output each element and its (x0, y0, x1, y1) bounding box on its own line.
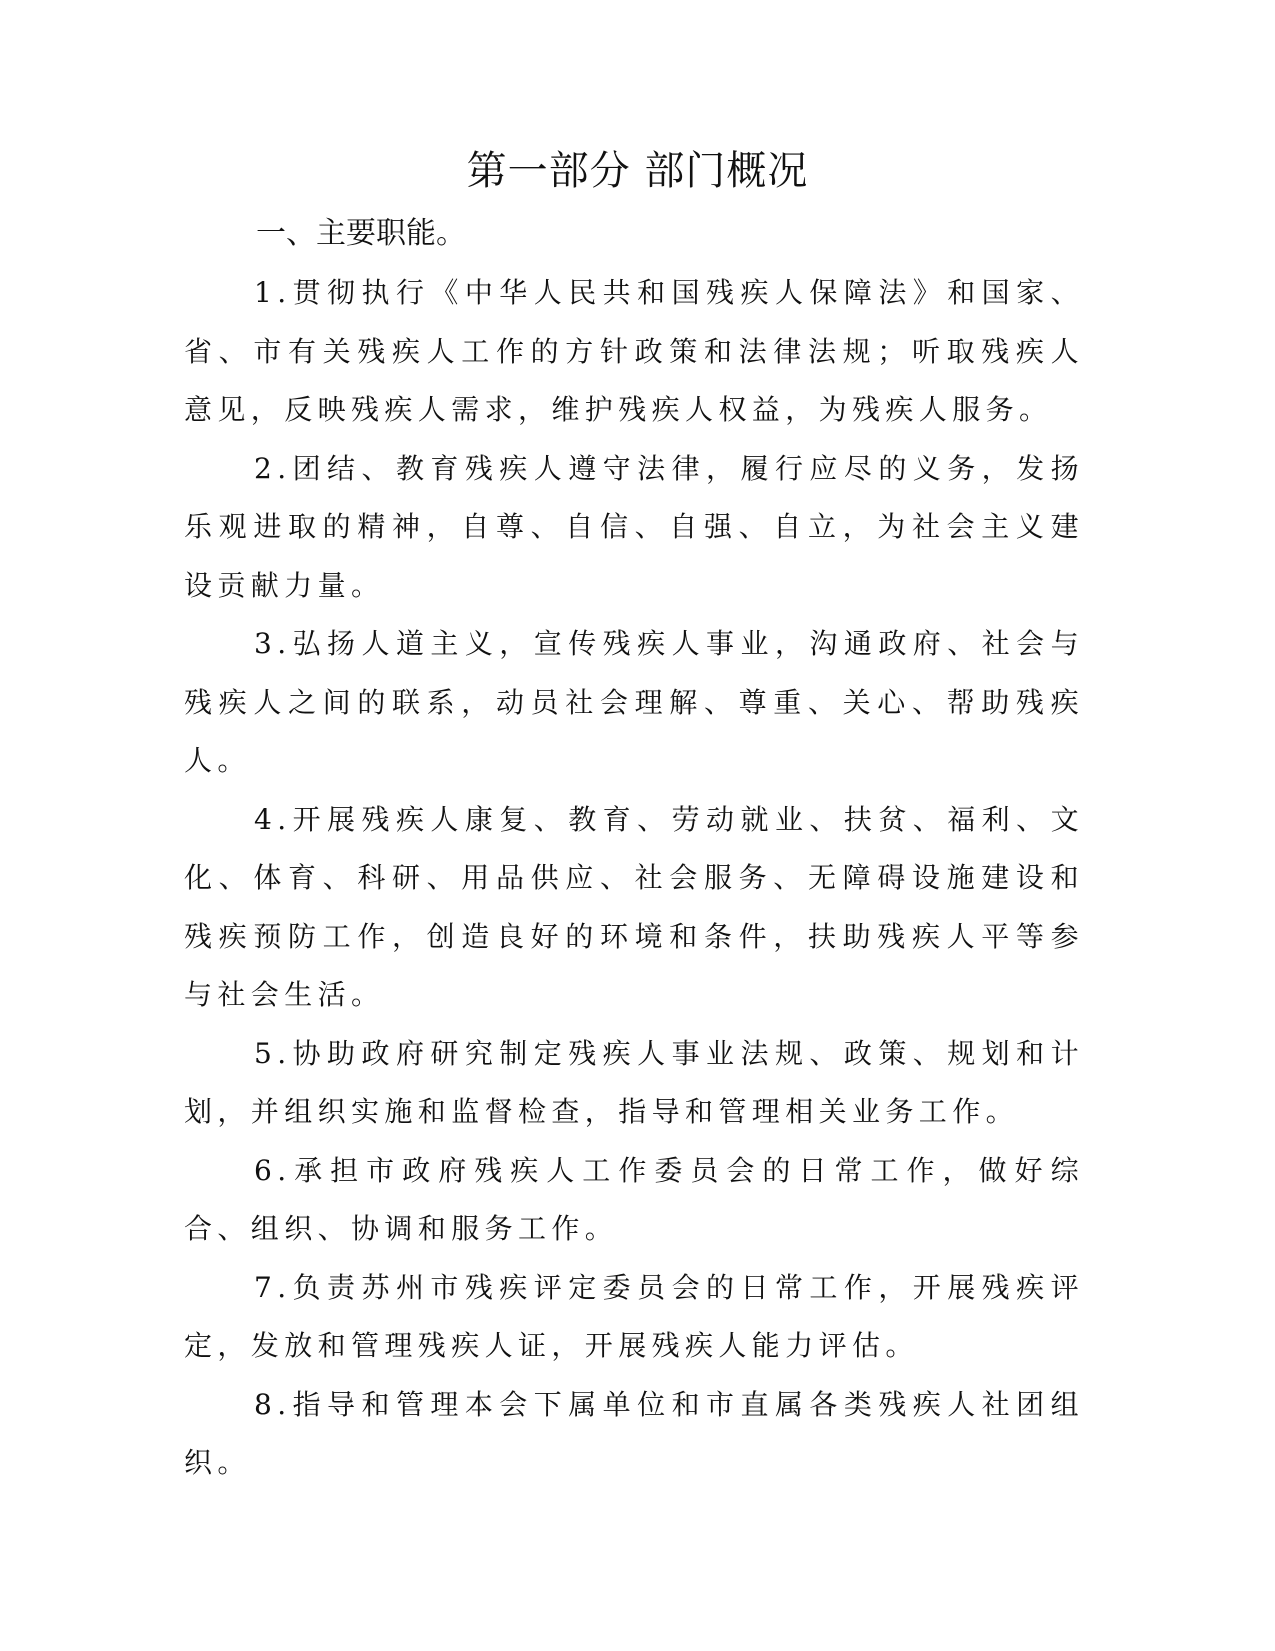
paragraph-4: 4.开展残疾人康复、教育、劳动就业、扶贫、福利、文化、体育、科研、用品供应、社会服务、无障碍设施建设和残疾预防工作，创造良好的环境和条件，扶助残疾人平等参与社会生活。 (184, 802, 1084, 1011)
paragraph-6: 6.承担市政府残疾人工作委员会的日常工作，做好综合、组织、协调和服务工作。 (184, 1153, 1084, 1245)
page-title: 第一部分 部门概况 (466, 148, 809, 194)
paragraph-3: 3.弘扬人道主义，宣传残疾人事业，沟通政府、社会与残疾人之间的联系，动员社会理解、尊重、关心、帮助残疾人。 (184, 627, 1084, 777)
paragraph-8: 8.指导和管理本会下属单位和市直属各类残疾人社团组织。 (184, 1387, 1084, 1479)
paragraph-7: 7.负责苏州市残疾评定委员会的日常工作，开展残疾评定，发放和管理残疾人证，开展残疾人能力评估。 (184, 1270, 1084, 1362)
document-body (184, 264, 1084, 1493)
section-heading: 一、主要职能。 (256, 216, 466, 251)
paragraph-1: 1.贯彻执行《中华人民共和国残疾人保障法》和国家、省、市有关残疾人工作的方针政策和法律法规；听取残疾人意见，反映残疾人需求，维护残疾人权益，为残疾人服务。 (184, 276, 1084, 426)
paragraph-2: 2.团结、教育残疾人遵守法律，履行应尽的义务，发扬乐观进取的精神，自尊、自信、自强、自立，为社会主义建设贡献力量。 (184, 451, 1084, 602)
paragraph-5: 5.协助政府研究制定残疾人事业法规、政策、规划和计划，并组织实施和监督检查，指导和管理相关业务工作。 (184, 1036, 1084, 1128)
